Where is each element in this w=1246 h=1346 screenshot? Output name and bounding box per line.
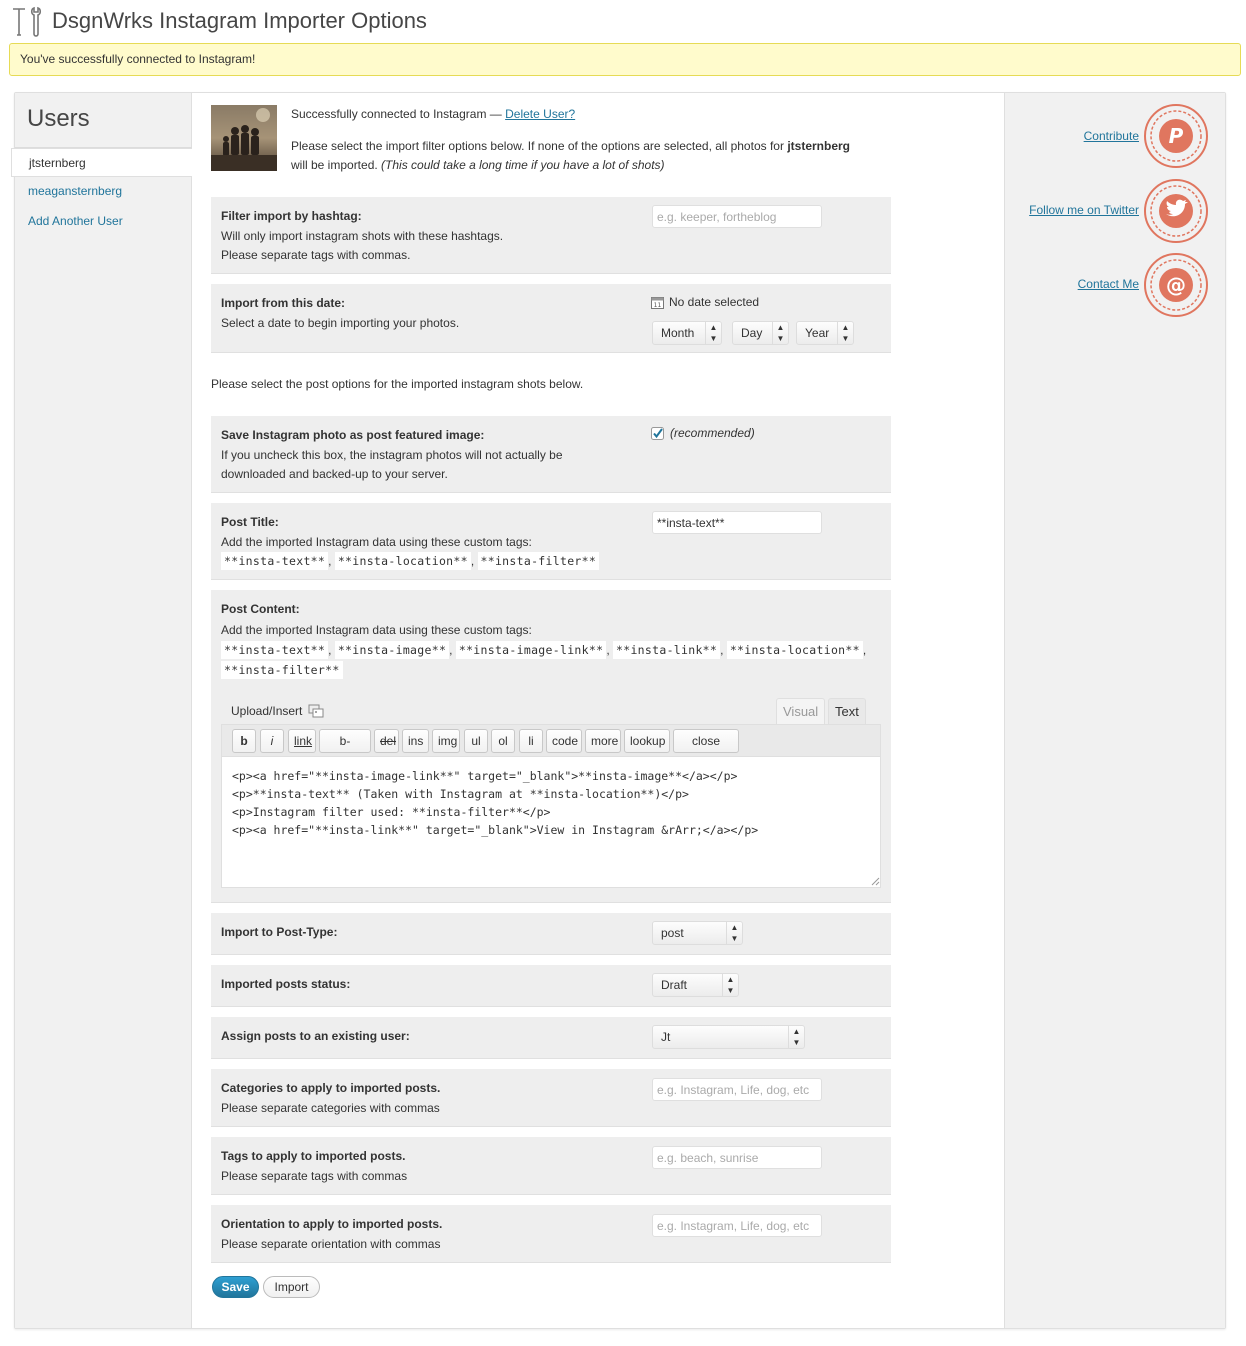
qt-ul-button[interactable]: ul [464,729,488,753]
tags-input[interactable] [652,1146,822,1169]
intro-instructions [291,137,881,175]
settings-frame [14,92,1226,1329]
post-status-value: Draft [661,978,688,992]
recommended-note: (recommended) [670,426,755,440]
twitter-link[interactable]: Follow me on Twitter [1029,203,1139,217]
upload-insert[interactable] [231,704,324,718]
svg-text:@: @ [1166,273,1186,297]
month-select[interactable] [652,321,722,345]
qt-ol-button[interactable]: ol [491,729,515,753]
save-button[interactable]: Save [212,1276,259,1298]
post-content-desc-text: Add the imported Instagram data using these custom tags: [221,623,532,637]
delete-user-link[interactable]: Delete User? [505,107,576,121]
content-line: <p><a href="**insta-image-link**" target="_blank">**insta-image**</a></p> [232,769,738,783]
contact-badge-icon[interactable] [1143,252,1209,318]
success-notice: You've successfully connected to Instagram! [9,43,1241,76]
year-select[interactable] [796,321,854,345]
featured-checkbox[interactable] [651,427,664,440]
promo-sidebar [1004,93,1225,1328]
post-type-select[interactable] [652,921,743,945]
connection-text: Successfully connected to Instagram — [291,107,502,121]
main-options [192,93,1004,1328]
page-title: DsgnWrks Instagram Importer Options [52,8,427,33]
qt-lookup-button[interactable]: lookup [624,729,670,753]
hashtag-desc [221,227,641,265]
twitter-badge-icon[interactable] [1143,178,1209,244]
post-type-label: Import to Post-Type: [221,925,338,939]
page-header [10,4,427,38]
intro-text-1: Please select the import filter options below. If none of the options are selected, all photos for [291,139,784,153]
post-type-row [211,913,891,955]
users-heading: Users [27,105,90,132]
tag-insta-link: **insta-link** [613,641,720,659]
qt-bquote-button[interactable]: b- [319,729,371,753]
tag-insta-location: **insta-location** [335,552,471,570]
qt-more-button[interactable]: more [585,729,621,753]
post-status-label: Imported posts status: [221,977,351,991]
post-status-row [211,965,891,1007]
post-options-note: Please select the post options for the imported instagram shots below. [211,377,584,391]
date-row [211,284,891,353]
resize-handle-icon[interactable] [871,877,880,886]
content-line: <p>Instagram filter used: **insta-filter**</p> [232,805,551,819]
hashtag-row [211,197,891,274]
post-content-label: Post Content: [221,602,300,616]
calendar-icon[interactable] [651,296,664,309]
post-title-input[interactable] [652,511,822,534]
tag-insta-filter: **insta-filter** [221,661,343,679]
tags-label: Tags to apply to imported posts. [221,1149,406,1163]
qt-del-button[interactable]: del [374,729,399,753]
content-line: <p>**insta-text** (Taken with Instagram at **insta-location**)</p> [232,787,689,801]
orientation-input[interactable] [652,1214,822,1237]
tab-visual[interactable]: Visual [776,698,825,724]
categories-label: Categories to apply to imported posts. [221,1081,441,1095]
orientation-desc: Please separate orientation with commas [221,1237,441,1251]
tag-insta-filter: **insta-filter** [478,552,600,570]
day-select[interactable] [732,321,789,345]
orientation-row [211,1205,891,1263]
quicktags-toolbar [221,724,881,756]
tag-insta-image-link: **insta-image-link** [456,641,606,659]
qt-link-button[interactable]: link [288,729,316,753]
user-tab-jtsternberg[interactable]: jtsternberg [11,148,192,177]
select-arrows-icon: ▲ ▼ [788,1026,804,1048]
post-status-select[interactable] [652,973,739,997]
tag-insta-text: **insta-text** [221,552,328,570]
upload-insert-label: Upload/Insert [231,704,303,718]
assign-user-label: Assign posts to an existing user: [221,1029,410,1043]
contribute-link[interactable]: Contribute [1083,129,1139,143]
date-label: Import from this date: [221,296,346,310]
post-content-desc: Add the imported Instagram data using these custom tags: **insta-text** , **insta-image** , **insta-image-link** , **insta-link** , **insta-location** , **insta-filter** [221,623,867,677]
import-button[interactable]: Import [263,1276,320,1298]
intro-note: (This could take a long time if you have a lot of shots) [381,158,665,172]
day-select-value: Day [741,326,763,340]
contact-link[interactable]: Contact Me [1077,277,1139,291]
select-arrows-icon: ▲ ▼ [837,322,853,344]
tools-icon [10,4,44,38]
tags-desc: Please separate tags with commas [221,1169,408,1183]
media-icon[interactable] [308,704,324,718]
tag-insta-text: **insta-text** [221,641,328,659]
select-arrows-icon: ▲ ▼ [772,322,788,344]
featured-image-row [211,416,891,493]
qt-close-tags-button[interactable]: close [673,729,739,753]
hashtag-label: Filter import by hashtag: [221,209,362,223]
featured-desc-1: If you uncheck this box, the instagram photos will not actually be [221,448,563,462]
no-date-text: No date selected [669,295,760,309]
add-user-link[interactable]: Add Another User [28,214,123,228]
intro-text-2: will be imported. [291,158,378,172]
tag-insta-location: **insta-location** [727,641,863,659]
assign-user-row [211,1017,891,1059]
user-tab-meagansternberg[interactable]: meagansternberg [28,184,123,198]
paypal-badge-icon[interactable] [1143,103,1209,169]
featured-label: Save Instagram photo as post featured image: [221,428,485,442]
year-select-value: Year [805,326,830,340]
post-title-row [211,503,891,580]
date-desc: Select a date to begin importing your photos. [221,316,460,330]
month-select-value: Month [661,326,695,340]
qt-italic-button[interactable]: i [260,729,284,753]
post-title-desc: Add the imported Instagram data using these custom tags: **insta-text** , **insta-location** , **insta-filter** [221,533,681,571]
qt-ins-button[interactable]: ins [402,729,429,753]
featured-checkbox-wrap [651,426,755,440]
svg-text:P: P [1168,124,1184,148]
intro-username: jtsternberg [787,139,850,153]
post-content-row [211,590,891,903]
post-title-label: Post Title: [221,515,279,529]
qt-code-button[interactable]: code [546,729,582,753]
qt-img-button[interactable]: img [432,729,460,753]
post-title-desc-text: Add the imported Instagram data using these custom tags: [221,535,532,549]
categories-desc: Please separate categories with commas [221,1101,440,1115]
date-status [651,295,759,309]
svg-text:11: 11 [653,301,662,309]
featured-desc-2: downloaded and backed-up to your server. [221,467,448,481]
user-avatar [211,105,277,171]
content-line: <p><a href="**insta-link**" target="_blank">View in Instagram &rArr;</a></p> [232,823,759,837]
select-arrows-icon: ▲ ▼ [722,974,738,996]
post-type-value: post [661,926,684,940]
connection-status [291,107,575,121]
featured-desc [221,446,641,484]
tags-row [211,1137,891,1195]
assign-user-select[interactable] [652,1025,805,1049]
qt-li-button[interactable]: li [519,729,543,753]
orientation-label: Orientation to apply to imported posts. [221,1217,443,1231]
assign-user-value: Jt [661,1030,671,1044]
categories-input[interactable] [652,1078,822,1101]
post-content-textarea[interactable] [221,756,881,888]
select-arrows-icon: ▲ ▼ [726,922,742,944]
tab-text[interactable]: Text [828,698,866,724]
users-sidebar [15,93,192,1328]
hashtag-desc-2: Please separate tags with commas. [221,248,411,262]
hashtag-desc-1: Will only import instagram shots with these hashtags. [221,229,504,243]
categories-row [211,1069,891,1127]
tag-insta-image: **insta-image** [335,641,449,659]
select-arrows-icon: ▲ ▼ [705,322,721,344]
qt-bold-button[interactable]: b [232,729,256,753]
hashtag-input[interactable] [652,205,822,228]
